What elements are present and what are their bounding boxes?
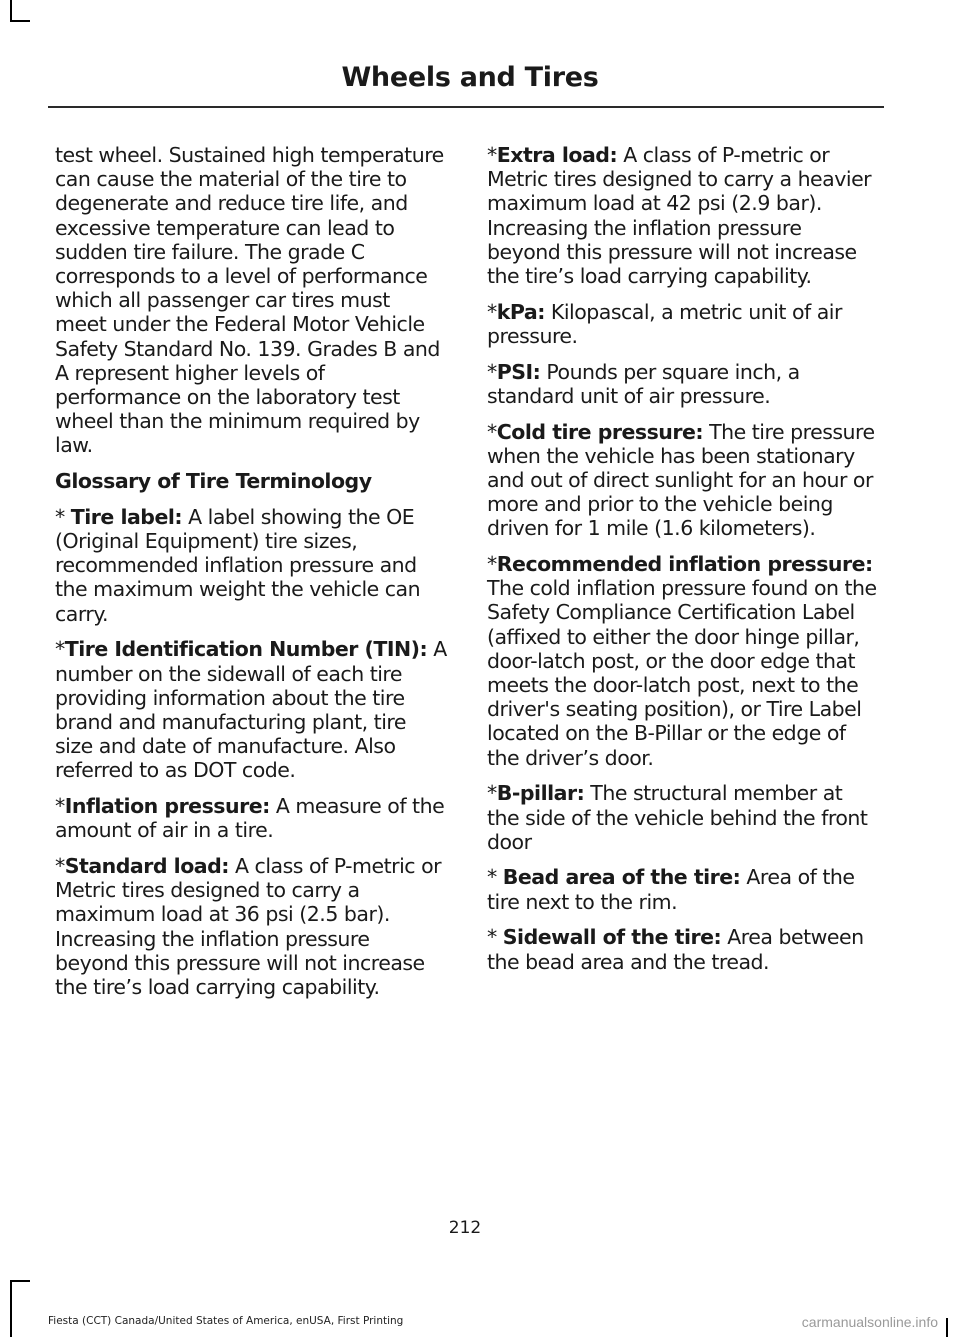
- glossary-term: Standard load:: [64, 853, 229, 878]
- glossary-term: PSI:: [496, 359, 541, 384]
- paragraph-continuation: test wheel. Sustained high temperature can cause the material of the tire to degenerate and reduce tire life, and excessive temperature can lead to sudden tire failure. The grade C corresponds to a level of performance which all passenger car tires must meet under the Federal Motor Vehicle Safety Standard No. 139. Grades B and A represent higher levels of performance on the laboratory test wheel than the minimum required by law.: [55, 143, 444, 458]
- glossary-entry: *Extra load: A class of P-metric or Metric tires designed to carry a heavier maximum load at 42 psi (2.9 bar). Increasing the inflation pressure beyond this pressure will not increase the tire’s load carrying capability.: [487, 143, 872, 289]
- glossary-term: Cold tire pressure:: [496, 419, 704, 444]
- glossary-entry: * Bead area of the tire: Area of the tire next to the rim.: [487, 865, 855, 914]
- crop-mark-top-left-vertical: [10, 0, 12, 22]
- glossary-entry: *Cold tire pressure: The tire pressure when the vehicle has been stationary and out of direct sunlight for an hour or more and prior to the vehicle being driven for 1 mile (1.6 kilometers).: [487, 419, 875, 541]
- glossary-entry: *Tire Identification Number (TIN): A number on the sidewall of each tire providing information about the tire brand and manufacturing plant, tire size and date of manufacture. Also referred to as DOT code.: [55, 637, 447, 783]
- glossary-entry: *Standard load: A class of P-metric or Metric tires designed to carry a maximum load at 36 psi (2.5 bar). Increasing the inflation pressure beyond this pressure will not increase the tire’s load carrying capability.: [55, 853, 442, 999]
- crop-mark-top-left-horizontal: [10, 20, 30, 22]
- glossary-term: Sidewall of the tire:: [502, 925, 722, 950]
- crop-mark-bottom-right-vertical: [946, 1318, 948, 1337]
- glossary-term: Recommended inflation pressure:: [496, 552, 873, 577]
- glossary-entry: *Recommended inflation pressure: The cold inflation pressure found on the Safety Compliance Certification Label (affixed to either the door hinge pillar, door-latch post, or the door edge that meets the door-latch post, next to the driver's seating position), or Tire Label located on the B-Pillar or the edge of the driver’s door.: [487, 552, 877, 770]
- page-title: Wheels and Tires: [341, 62, 599, 93]
- watermark: carmanualsonline.info: [801, 1314, 938, 1330]
- glossary-entry: * Sidewall of the tire: Area between the bead area and the tread.: [487, 925, 864, 974]
- glossary-term: Inflation pressure:: [64, 794, 270, 819]
- section-heading: Glossary of Tire Terminology: [55, 469, 372, 494]
- glossary-entry: * Tire label: A label showing the OE (Original Equipment) tire sizes, recommended inflation pressure and the maximum weight the vehicle can carry.: [55, 504, 421, 626]
- glossary-term: Extra load:: [496, 143, 618, 167]
- crop-mark-bottom-left-vertical: [10, 1280, 12, 1337]
- crop-mark-bottom-left-horizontal: [10, 1280, 30, 1282]
- header-divider: [48, 106, 884, 108]
- right-column: [487, 143, 879, 985]
- left-column: [55, 143, 447, 1011]
- footer-edition-text: Fiesta (CCT) Canada/United States of America, enUSA, First Printing: [48, 1315, 404, 1327]
- glossary-term: kPa:: [496, 299, 545, 324]
- glossary-entry: *PSI: Pounds per square inch, a standard unit of air pressure.: [487, 359, 800, 408]
- glossary-entry: *Inflation pressure: A measure of the amount of air in a tire.: [55, 794, 445, 843]
- glossary-term: Tire label:: [70, 504, 183, 529]
- page-number: 212: [448, 1218, 482, 1238]
- glossary-term: B-pillar:: [496, 781, 585, 806]
- glossary-entry: *B-pillar: The structural member at the side of the vehicle behind the front door: [487, 781, 868, 854]
- glossary-term: Bead area of the tire:: [502, 865, 741, 890]
- glossary-term: Tire Identification Number (TIN):: [64, 637, 428, 662]
- glossary-entry: *kPa: Kilopascal, a metric unit of air pressure.: [487, 299, 842, 348]
